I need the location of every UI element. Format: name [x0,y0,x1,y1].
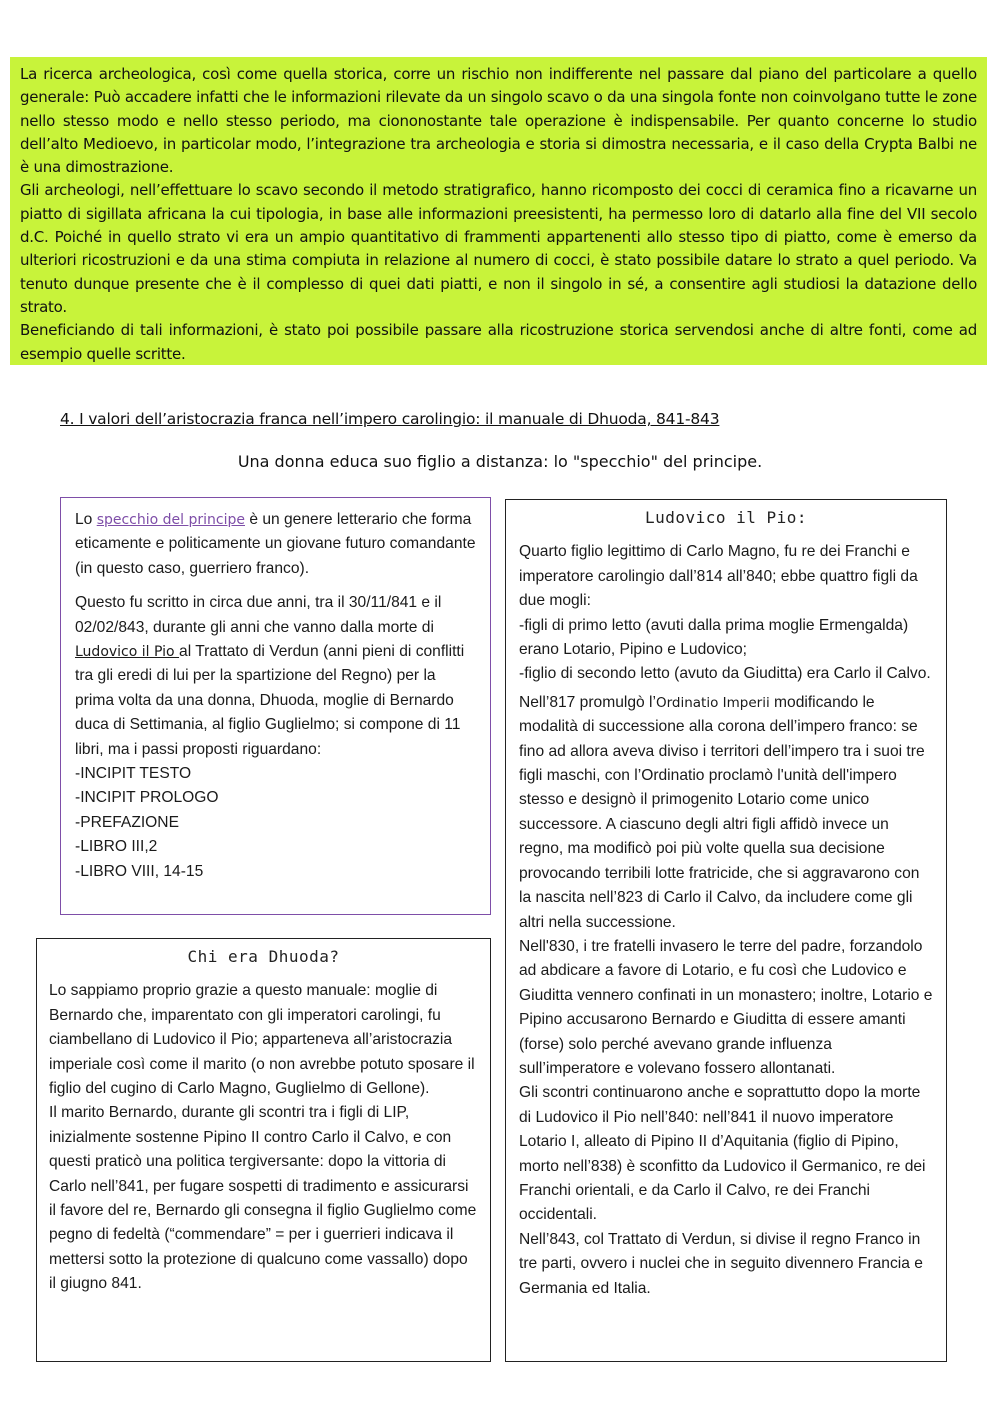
archaeology-paragraph-3: Beneficiando di tali informazioni, è stato poi possibile passare alla ricostruzione storica servendosi anche di altre fonti, come ad esempio quelle scritte. [20,321,977,363]
text-span: è un genere letterario che forma eticamente e politicamente un giovane futuro comandante (in questo caso, guerriero franco). [75,511,476,577]
text-span: modificando le modalità di successione alla corona dell’impero franco: se fino ad allora aveva diviso i territori dell’impero tra i suoi tre figli maschi, con l’Ordinatio proclamò l'unità dell'impero stesso e designò il primogenito Lotario come unico successore. A ciascuno degli altri figli affidò invece un regno, ma modificò poi più volte quella sua decisione provocando terribili lotte fratricide, che si aggravarono con la nascita nell’823 di Carlo il Calvo, da includere come gli altri nella successione. [519,693,925,931]
dhuoda-paragraph-1: Lo sappiamo proprio grazie a questo manuale: moglie di Bernardo che, imparentato con gli imperatori carolingi, fu ciambellano di Ludovico il Pio; apparteneva all’aristocrazia imperiale così come il marito (o non avrebbe potuto sposare il figlio del cugino di Carlo Magno, Guglielmo di Gellone). [49,982,475,1098]
specchio-paragraph-2 [75,591,476,762]
ludovico-paragraph-2 [519,691,933,935]
specchio-link[interactable]: specchio del principe [96,512,245,528]
list-item: -LIBRO VIII, 14-15 [75,862,204,880]
list-item: -PREFAZIONE [75,813,179,831]
list-item: -LIBRO III,2 [75,838,158,856]
archaeology-paragraph-2: Gli archeologi, nell’effettuare lo scavo secondo il metodo stratigrafico, hanno ricomposto dei cocci di ceramica fino a ricavarne un piatto di sigillata africana la cui tipologia, in base alle informazioni preesistenti, ha permesso loro di datarlo alla fine del VII secolo d.C. Poiché in quello strato vi era un ampio quantitativo di frammenti appartenenti allo stesso tipo di piatto, come è emerso da ulteriori ricostruzioni e da una stima compiuta in relazione al numero di cocci, è stato possibile datare lo strato a quel periodo. Va tenuto dunque presente che è il complesso di quei dati piatti, e non il singolo in sé, a consentire agli studiosi la datazione dello strato. [20,181,977,316]
list-item: -INCIPIT TESTO [75,765,192,783]
text-span: al Trattato di Verdun (anni pieni di conflitti tra gli eredi di lui per la spartizione del Regno) per la prima volta da una donna, Dhuoda, moglie di Bernardo duca di Settimania, al figlio Guglielmo; si compone di 11 libri, ma i passi proposti riguardano: [75,643,465,758]
dhuoda-box-title: Chi era Dhuoda? [187,947,340,966]
specchio-paragraph-1 [75,508,476,581]
ludovico-paragraph-4: Gli scontri continuarono anche e soprattutto dopo la morte di Ludovico il Pio nell’840: nell’841 il nuovo imperatore Lotario I, alleato di Pipino II d’Aquitania (figlio di Pipino, morto nell’838) è sconfitto da Ludovico il Germanico, re dei Franchi orientali, e da Carlo il Calvo, re dei Franchi occidentali. [519,1084,926,1224]
text-span: Nell’817 promulgò l’ [519,693,656,711]
list-item: -INCIPIT PROLOGO [75,789,219,807]
archaeology-note-box [10,57,987,365]
ludovico-box [505,499,947,1362]
ludovico-paragraph-5: Nell’843, col Trattato di Verdun, si divise il regno Franco in tre parti, ovvero i nuclei che in seguito divennero Francia e Germania ed Italia. [519,1230,923,1297]
text-span: Lo [75,511,97,528]
archaeology-paragraph-1: La ricerca archeologica, così come quella storica, corre un rischio non indifferente nel passare dal piano del particolare a quello generale: Può accadere infatti che le informazioni rilevate da un singolo scavo o da una singola fonte non coinvolgano tutte le zone nello stesso modo e nello stesso periodo, ma ciononostante tale operazione è indispensabile. Per quanto concerne lo studio dell’alto Medioevo, in particolar modo, l’integrazione tra archeologia e storia si dimostra necessaria, e il caso della Crypta Balbi ne è una dimostrazione. [20,65,977,177]
specchio-box [60,497,491,915]
section-heading: 4. I valori dell’aristocrazia franca nell’impero carolingio: il manuale di Dhuoda, 841-843 [60,410,720,428]
passages-list [75,762,476,884]
text-span: -figli di primo letto (avuti dalla prima moglie Ermengalda) erano Lotario, Pipino e Ludovico; [519,616,909,659]
ludovico-paragraph-3: Nell'830, i tre fratelli invasero le terre del padre, forzandolo ad abdicare a favore di Lotario, e fu così che Ludovico e Giuditta vennero confinati in un monastero; inoltre, Lotario e Pipino accusarono Bernardo e Giuditta di essere amanti (forse) solo perché avevano grande influenza sull’imperatore e volevano fossero allontanati. [519,937,933,1077]
ludovico-link[interactable]: Ludovico il Pio [75,644,180,661]
text-span: Questo fu scritto in circa due anni, tra il 30/11/841 e il 02/02/843, durante gli anni che vanno dalla morte di [75,594,442,636]
ludovico-paragraph-1 [519,540,933,686]
ordinatio-term: Ordinatio Imperii [655,694,770,711]
text-span: -figlio di secondo letto (avuto da Giuditta) era Carlo il Calvo. [519,665,931,683]
section-subtitle: Una donna educa suo figlio a distanza: lo "specchio" del principe. [237,452,763,471]
dhuoda-paragraph-2: Il marito Bernardo, durante gli scontri tra i figli di LIP, inizialmente sostenne Pipino II contro Carlo il Calvo, e con questi praticò una politica tergiversante: dopo la vittoria di Carlo nell’841, per fugare sospetti di tradimento e assicurarsi il favore del re, Bernardo gli consegna il figlio Guglielmo come pegno di fedeltà (“commendare” = per i guerrieri indicava il mettersi sotto la protezione di qualcuno come vassallo) dopo il giugno 841. [49,1104,477,1293]
dhuoda-box [36,938,491,1362]
ludovico-box-title: Ludovico il Pio: [644,508,808,527]
text-span: Quarto figlio legittimo di Carlo Magno, fu re dei Franchi e imperatore carolingio dall’814 all’840; ebbe quattro figli da due mogli: [519,543,918,610]
